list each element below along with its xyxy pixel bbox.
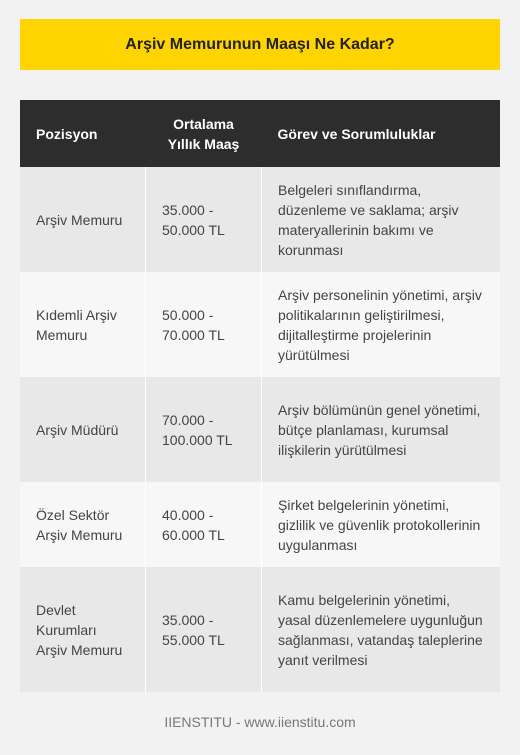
footer-credit: IIENSTITU - www.iienstitu.com [164,714,356,730]
header-position: Pozisyon [20,100,146,167]
header-duties: Görev ve Sorumluluklar [262,100,501,167]
position-cell: Arşiv Müdürü [20,377,146,482]
table-row [20,377,500,482]
duties-cell: Arşiv personelinin yönetimi, arşiv politikalarının geliştirilmesi, dijitalleştirme projelerinin yürütülmesi [262,272,501,377]
salary-cell: 35.000 - 55.000 TL [146,567,262,692]
position-cell: Özel Sektör Arşiv Memuru [20,482,146,567]
table-row [20,167,500,272]
table-header-row [20,100,500,167]
duties-cell: Kamu belgelerinin yönetimi, yasal düzenlemelere uygunluğun sağlanması, vatandaş taleplerine yanıt verilmesi [262,567,501,692]
salary-table [20,100,500,692]
header-salary: Ortalama Yıllık Maaş [146,100,262,167]
duties-cell: Belgeleri sınıflandırma, düzenleme ve saklama; arşiv materyallerinin bakımı ve korunması [262,167,501,272]
table-row [20,482,500,567]
salary-cell: 40.000 - 60.000 TL [146,482,262,567]
salary-cell: 70.000 - 100.000 TL [146,377,262,482]
position-cell: Kıdemli Arşiv Memuru [20,272,146,377]
table-row [20,272,500,377]
position-cell: Arşiv Memuru [20,167,146,272]
page-title: Arşiv Memurunun Maaşı Ne Kadar? [20,19,500,70]
position-cell: Devlet Kurumları Arşiv Memuru [20,567,146,692]
salary-cell: 35.000 - 50.000 TL [146,167,262,272]
duties-cell: Arşiv bölümünün genel yönetimi, bütçe planlaması, kurumsal ilişkilerin yürütülmesi [262,377,501,482]
duties-cell: Şirket belgelerinin yönetimi, gizlilik ve güvenlik protokollerinin uygulanması [262,482,501,567]
salary-cell: 50.000 - 70.000 TL [146,272,262,377]
table-row [20,567,500,692]
